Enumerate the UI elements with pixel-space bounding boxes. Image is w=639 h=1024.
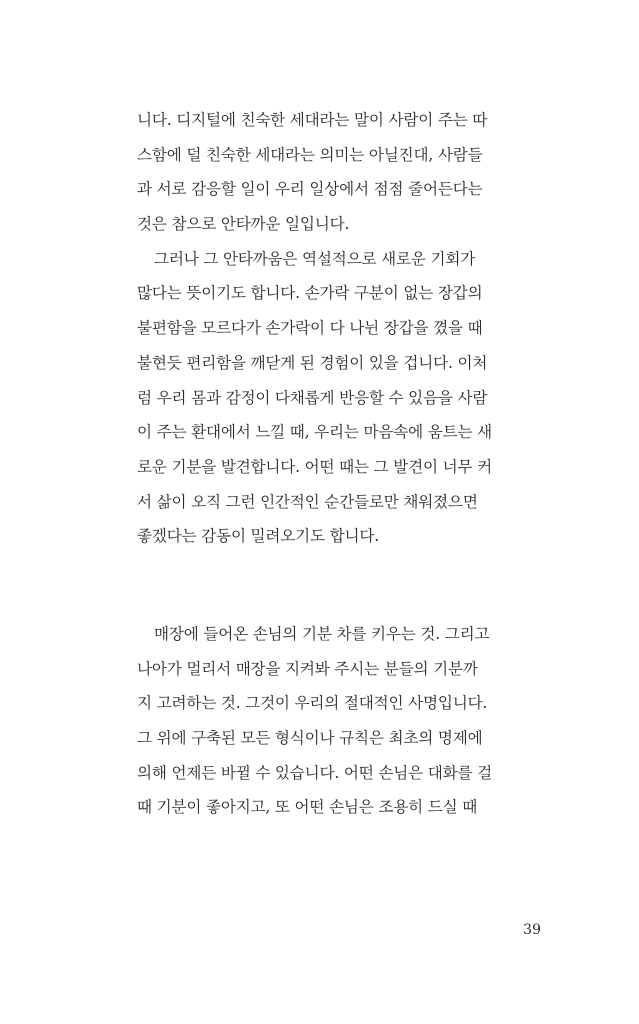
text-line-indented: 매장에 들어온 손님의 기분 차를 키우는 것. 그리고 — [154, 625, 490, 643]
text-line-indented: 그러나 그 안타까움은 역설적으로 새로운 기회가 — [154, 249, 476, 268]
text-line: 나아가 멀리서 매장을 지켜봐 주시는 분들의 기분까 — [137, 659, 478, 678]
text-line: 과 서로 감응할 일이 우리 일상에서 점점 줄어든다는 — [137, 180, 483, 199]
text-line: 것은 참으로 안타까운 일입니다. — [137, 215, 350, 234]
text-block-2 — [137, 617, 537, 825]
text-line: 그 위에 구축된 모든 형식이나 규칙은 최초의 명제에 — [137, 729, 483, 748]
text-line: 좋겠다는 감동이 밀려오기도 합니다. — [137, 527, 379, 546]
text-line: 불편함을 모르다가 손가락이 다 나뉜 장갑을 꼈을 때 — [137, 319, 483, 338]
text-block-1 — [137, 103, 537, 554]
page-number: 39 — [523, 922, 541, 938]
text-line: 때 기분이 좋아지고, 또 어떤 손님은 조용히 드실 때 — [137, 798, 478, 817]
text-line: 로운 기분을 발견합니다. 어떤 때는 그 발견이 너무 커 — [137, 457, 492, 476]
text-line: 이 주는 환대에서 느낄 때, 우리는 마음속에 움트는 새 — [137, 423, 492, 442]
text-line: 의해 언제든 바뀔 수 있습니다. 어떤 손님은 대화를 걸 — [137, 763, 492, 782]
text-line: 서 삶이 오직 그런 인간적인 순간들로만 채워졌으면 — [137, 492, 478, 511]
text-line: 럼 우리 몸과 감정이 다채롭게 반응할 수 있음을 사람 — [137, 388, 488, 407]
text-line: 불현듯 편리함을 깨닫게 된 경험이 있을 겁니다. 이처 — [137, 353, 488, 372]
text-line: 니다. 디지털에 친숙한 세대라는 말이 사람이 주는 따 — [137, 111, 488, 129]
text-line: 지 고려하는 것. 그것이 우리의 절대적인 사명입니다. — [137, 694, 488, 713]
text-line: 스함에 덜 친숙한 세대라는 의미는 아닐진대, 사람들 — [137, 145, 483, 164]
text-line: 많다는 뜻이기도 합니다. 손가락 구분이 없는 장갑의 — [137, 284, 483, 303]
